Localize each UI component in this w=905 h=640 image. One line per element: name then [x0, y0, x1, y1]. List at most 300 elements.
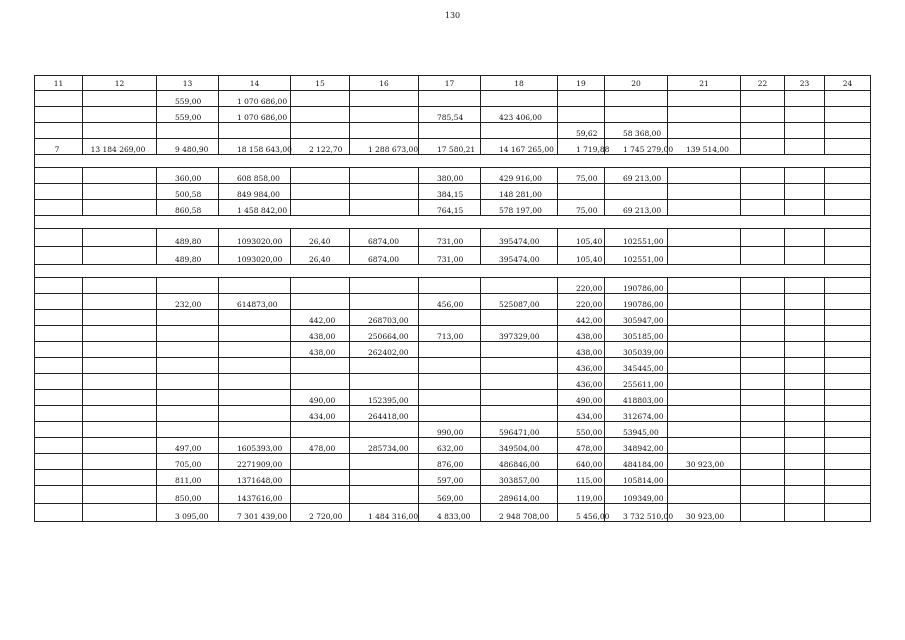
- table-cell: [785, 390, 825, 406]
- table-cell: 190786,00: [605, 278, 668, 294]
- table-cell: [785, 310, 825, 326]
- table-cell: [350, 358, 419, 374]
- column-header: 23: [785, 76, 825, 91]
- table-cell: [825, 247, 871, 265]
- column-header: 21: [668, 76, 741, 91]
- table-cell: [350, 374, 419, 390]
- table-cell: [558, 184, 605, 200]
- table-cell: [741, 358, 785, 374]
- table-cell: 1437616,00: [219, 486, 291, 504]
- table-cell: [785, 168, 825, 184]
- table-cell: 345445,00: [605, 358, 668, 374]
- table-row: [35, 139, 871, 155]
- table-cell: 1 288 673,00: [350, 139, 419, 155]
- table-cell: [825, 406, 871, 422]
- divider-cell: [35, 216, 871, 229]
- table-cell: 2 720,00: [291, 504, 350, 522]
- table-cell: 115,00: [558, 470, 605, 486]
- table-cell: 305039,00: [605, 342, 668, 358]
- table-cell: [668, 342, 741, 358]
- table-cell: [291, 374, 350, 390]
- table-cell: 1605393,00: [219, 438, 291, 454]
- table-cell: [785, 454, 825, 470]
- table-cell: [419, 310, 481, 326]
- table-cell: 423 406,00: [481, 107, 558, 123]
- table-cell: 1 070 686,00: [219, 91, 291, 107]
- table-cell: [291, 294, 350, 310]
- table-cell: [741, 247, 785, 265]
- table-cell: [350, 454, 419, 470]
- table-cell: 876,00: [419, 454, 481, 470]
- table-cell: [35, 390, 83, 406]
- table-cell: 1 458 842,00: [219, 200, 291, 216]
- table-row: [35, 406, 871, 422]
- table-cell: [668, 294, 741, 310]
- table-cell: [785, 486, 825, 504]
- table-cell: [785, 406, 825, 422]
- table-cell: 7: [35, 139, 83, 155]
- table-cell: 69 213,00: [605, 200, 668, 216]
- table-cell: [83, 406, 157, 422]
- table-cell: [291, 184, 350, 200]
- table-cell: [605, 91, 668, 107]
- table-cell: 26,40: [291, 247, 350, 265]
- table-cell: [605, 184, 668, 200]
- table-row: [35, 390, 871, 406]
- table-cell: 1093020,00: [219, 229, 291, 247]
- table-cell: 255611,00: [605, 374, 668, 390]
- table-cell: 785,54: [419, 107, 481, 123]
- table-cell: 59,62: [558, 123, 605, 139]
- table-cell: [157, 326, 219, 342]
- table-cell: [785, 504, 825, 522]
- table-cell: [741, 107, 785, 123]
- table-cell: 220,00: [558, 278, 605, 294]
- table-cell: [83, 486, 157, 504]
- table-cell: [83, 438, 157, 454]
- table-cell: [35, 310, 83, 326]
- table-cell: [291, 123, 350, 139]
- table-cell: [741, 310, 785, 326]
- table-cell: [825, 200, 871, 216]
- table-cell: 58 368,00: [605, 123, 668, 139]
- table-cell: [350, 200, 419, 216]
- table-row: [35, 294, 871, 310]
- column-header: 14: [219, 76, 291, 91]
- table-cell: 119,00: [558, 486, 605, 504]
- table-cell: 990,00: [419, 422, 481, 438]
- table-cell: [350, 107, 419, 123]
- table-cell: [83, 342, 157, 358]
- table-cell: 1 070 686,00: [219, 107, 291, 123]
- table-cell: [291, 422, 350, 438]
- table-cell: [668, 422, 741, 438]
- table-row: [35, 438, 871, 454]
- table-cell: [741, 390, 785, 406]
- table-cell: [291, 454, 350, 470]
- table-cell: 559,00: [157, 107, 219, 123]
- table-cell: [741, 139, 785, 155]
- table-cell: 220,00: [558, 294, 605, 310]
- table-cell: [785, 229, 825, 247]
- table-cell: 434,00: [291, 406, 350, 422]
- table-cell: 75,00: [558, 168, 605, 184]
- table-cell: [35, 294, 83, 310]
- table-cell: [83, 390, 157, 406]
- table-cell: [291, 107, 350, 123]
- table-cell: [35, 200, 83, 216]
- table-cell: 640,00: [558, 454, 605, 470]
- table-cell: [481, 91, 558, 107]
- table-cell: [825, 358, 871, 374]
- table-cell: [668, 184, 741, 200]
- table-cell: [825, 374, 871, 390]
- table-cell: [605, 107, 668, 123]
- table-cell: [741, 229, 785, 247]
- table-cell: [825, 422, 871, 438]
- table-cell: [558, 107, 605, 123]
- divider-cell: [35, 155, 871, 168]
- table-cell: [825, 438, 871, 454]
- table-cell: 478,00: [291, 438, 350, 454]
- table-row: [35, 358, 871, 374]
- table-cell: 312674,00: [605, 406, 668, 422]
- table-cell: 17 580,21: [419, 139, 481, 155]
- table-cell: [785, 247, 825, 265]
- table-cell: [83, 229, 157, 247]
- table-cell: [741, 438, 785, 454]
- table-cell: [785, 278, 825, 294]
- table-row: [35, 310, 871, 326]
- table-cell: 75,00: [558, 200, 605, 216]
- table-cell: 190786,00: [605, 294, 668, 310]
- table-cell: [219, 390, 291, 406]
- data-table: [34, 75, 871, 522]
- table-cell: [481, 390, 558, 406]
- table-cell: 438,00: [558, 342, 605, 358]
- table-cell: 303857,00: [481, 470, 558, 486]
- table-cell: 2 122,70: [291, 139, 350, 155]
- table-cell: 109349,00: [605, 486, 668, 504]
- table-cell: [83, 123, 157, 139]
- table-cell: 614873,00: [219, 294, 291, 310]
- column-header: 20: [605, 76, 668, 91]
- divider-cell: [35, 265, 871, 278]
- table-row: [35, 504, 871, 522]
- table-cell: [83, 247, 157, 265]
- table-cell: [785, 358, 825, 374]
- table-cell: 264418,00: [350, 406, 419, 422]
- table-cell: 148 281,00: [481, 184, 558, 200]
- table-cell: [83, 168, 157, 184]
- table-row: [35, 454, 871, 470]
- table-cell: [83, 184, 157, 200]
- page-number: 130: [444, 11, 461, 20]
- table-cell: [785, 91, 825, 107]
- table-cell: [668, 438, 741, 454]
- table-cell: [350, 278, 419, 294]
- table-cell: [291, 278, 350, 294]
- table-row: [35, 200, 871, 216]
- table-cell: [157, 374, 219, 390]
- table-cell: 490,00: [558, 390, 605, 406]
- table-cell: [668, 470, 741, 486]
- table-cell: 348942,00: [605, 438, 668, 454]
- table-cell: 489,80: [157, 229, 219, 247]
- table-cell: [419, 91, 481, 107]
- table-cell: [350, 91, 419, 107]
- table-cell: [35, 374, 83, 390]
- table-cell: 102551,00: [605, 247, 668, 265]
- table-cell: [668, 107, 741, 123]
- table-cell: [35, 107, 83, 123]
- table-cell: [825, 504, 871, 522]
- table-cell: 30 923,00: [668, 454, 741, 470]
- table-cell: 705,00: [157, 454, 219, 470]
- table-cell: [350, 123, 419, 139]
- table-cell: [419, 406, 481, 422]
- table-cell: 849 984,00: [219, 184, 291, 200]
- table-cell: [785, 123, 825, 139]
- table-cell: [35, 358, 83, 374]
- table-cell: 395474,00: [481, 247, 558, 265]
- table-cell: [35, 184, 83, 200]
- table-cell: [83, 310, 157, 326]
- table-cell: [825, 123, 871, 139]
- table-cell: 384,15: [419, 184, 481, 200]
- table-cell: [157, 406, 219, 422]
- header-row: [35, 76, 871, 91]
- table-cell: 713,00: [419, 326, 481, 342]
- table-cell: [785, 326, 825, 342]
- table-cell: 811,00: [157, 470, 219, 486]
- table-cell: 764,15: [419, 200, 481, 216]
- column-header: 22: [741, 76, 785, 91]
- table-cell: [825, 470, 871, 486]
- column-header: 16: [350, 76, 419, 91]
- table-cell: [350, 184, 419, 200]
- table-cell: 1 484 316,00: [350, 504, 419, 522]
- table-cell: 6874,00: [350, 247, 419, 265]
- table-cell: 442,00: [558, 310, 605, 326]
- table-cell: [741, 200, 785, 216]
- table-cell: [741, 422, 785, 438]
- table-cell: [668, 486, 741, 504]
- table-cell: [219, 123, 291, 139]
- table-cell: 397329,00: [481, 326, 558, 342]
- table-cell: 434,00: [558, 406, 605, 422]
- table-cell: [668, 406, 741, 422]
- column-header: 18: [481, 76, 558, 91]
- table-cell: 139 514,00: [668, 139, 741, 155]
- table-cell: [785, 438, 825, 454]
- table-cell: [219, 326, 291, 342]
- table-cell: [291, 200, 350, 216]
- table-row: [35, 470, 871, 486]
- table-cell: [419, 123, 481, 139]
- table-cell: [741, 294, 785, 310]
- table-cell: [35, 504, 83, 522]
- table-cell: [35, 486, 83, 504]
- table-cell: 7 301 439,00: [219, 504, 291, 522]
- table-cell: [668, 123, 741, 139]
- table-cell: [785, 200, 825, 216]
- table-cell: 569,00: [419, 486, 481, 504]
- table-cell: [419, 342, 481, 358]
- table-cell: [825, 91, 871, 107]
- table-cell: [35, 123, 83, 139]
- table-cell: [741, 278, 785, 294]
- table-cell: 262402,00: [350, 342, 419, 358]
- table-cell: 289614,00: [481, 486, 558, 504]
- table-cell: 6874,00: [350, 229, 419, 247]
- table-cell: [83, 374, 157, 390]
- table-row: [35, 486, 871, 504]
- table-cell: [825, 168, 871, 184]
- table-cell: [785, 139, 825, 155]
- table-cell: 3 732 510,00: [605, 504, 668, 522]
- table-cell: [35, 247, 83, 265]
- table-cell: [741, 406, 785, 422]
- table-cell: [668, 91, 741, 107]
- column-header: 13: [157, 76, 219, 91]
- table-cell: [825, 294, 871, 310]
- table-cell: [825, 454, 871, 470]
- table-cell: 632,00: [419, 438, 481, 454]
- table-cell: 305185,00: [605, 326, 668, 342]
- table-cell: [35, 229, 83, 247]
- table-cell: [741, 342, 785, 358]
- table-cell: 105,40: [558, 229, 605, 247]
- table-cell: 285734,00: [350, 438, 419, 454]
- table-cell: 380,00: [419, 168, 481, 184]
- table-cell: [157, 358, 219, 374]
- table-cell: 456,00: [419, 294, 481, 310]
- table-cell: [785, 107, 825, 123]
- table-cell: [83, 294, 157, 310]
- table-cell: 305947,00: [605, 310, 668, 326]
- table-cell: [668, 374, 741, 390]
- table-cell: [219, 422, 291, 438]
- table-cell: 731,00: [419, 229, 481, 247]
- table-cell: [481, 374, 558, 390]
- table-cell: [350, 422, 419, 438]
- table-cell: [668, 390, 741, 406]
- table-cell: 4 833,00: [419, 504, 481, 522]
- table-cell: [419, 374, 481, 390]
- table-cell: 3 095,00: [157, 504, 219, 522]
- table-cell: [291, 91, 350, 107]
- table-cell: [157, 342, 219, 358]
- table-cell: [219, 406, 291, 422]
- table-cell: [419, 278, 481, 294]
- table-cell: 436,00: [558, 358, 605, 374]
- table-cell: [83, 454, 157, 470]
- table-cell: [741, 168, 785, 184]
- table-cell: [219, 310, 291, 326]
- table-cell: 860,58: [157, 200, 219, 216]
- table-cell: [219, 374, 291, 390]
- table-row: [35, 247, 871, 265]
- table-cell: 731,00: [419, 247, 481, 265]
- table-cell: [35, 326, 83, 342]
- table-cell: 69 213,00: [605, 168, 668, 184]
- table-cell: 26,40: [291, 229, 350, 247]
- table-cell: [35, 422, 83, 438]
- table-cell: [785, 374, 825, 390]
- table-cell: [741, 504, 785, 522]
- table-cell: [35, 406, 83, 422]
- table-cell: [825, 342, 871, 358]
- table-cell: [825, 139, 871, 155]
- column-header: 19: [558, 76, 605, 91]
- table-cell: [741, 184, 785, 200]
- table-cell: [785, 342, 825, 358]
- table-row: [35, 278, 871, 294]
- table-cell: [35, 342, 83, 358]
- table-cell: [157, 390, 219, 406]
- table-cell: [668, 200, 741, 216]
- table-cell: [83, 504, 157, 522]
- table-cell: [83, 200, 157, 216]
- table-cell: [668, 168, 741, 184]
- table-cell: 550,00: [558, 422, 605, 438]
- table-row: [35, 342, 871, 358]
- table-cell: [219, 278, 291, 294]
- table-cell: [668, 278, 741, 294]
- table-cell: [419, 358, 481, 374]
- table-cell: 438,00: [291, 342, 350, 358]
- table-cell: 5 456,00: [558, 504, 605, 522]
- table-cell: [668, 326, 741, 342]
- table-row: [35, 422, 871, 438]
- table-cell: 152395,00: [350, 390, 419, 406]
- table-row: [35, 184, 871, 200]
- table-cell: [157, 310, 219, 326]
- table-cell: [668, 358, 741, 374]
- table-cell: 18 158 643,00: [219, 139, 291, 155]
- column-header: 17: [419, 76, 481, 91]
- table-cell: 525087,00: [481, 294, 558, 310]
- table-cell: [83, 107, 157, 123]
- table-cell: [668, 229, 741, 247]
- table-cell: 608 858,00: [219, 168, 291, 184]
- table-cell: 30 923,00: [668, 504, 741, 522]
- table-cell: 1 745 279,00: [605, 139, 668, 155]
- table-cell: 559,00: [157, 91, 219, 107]
- table-cell: [157, 422, 219, 438]
- table-cell: [825, 390, 871, 406]
- table-cell: 1093020,00: [219, 247, 291, 265]
- table-cell: 578 197,00: [481, 200, 558, 216]
- table-cell: [741, 470, 785, 486]
- table-cell: [481, 278, 558, 294]
- table-cell: [825, 486, 871, 504]
- table-cell: 2 948 708,00: [481, 504, 558, 522]
- table-cell: [35, 91, 83, 107]
- table-cell: [785, 422, 825, 438]
- table-cell: [291, 470, 350, 486]
- table-cell: 105814,00: [605, 470, 668, 486]
- table-cell: [741, 91, 785, 107]
- table-cell: [83, 470, 157, 486]
- table-row: [35, 91, 871, 107]
- table-cell: [35, 454, 83, 470]
- table-cell: [157, 278, 219, 294]
- table-cell: 13 184 269,00: [83, 139, 157, 155]
- table-cell: 105,40: [558, 247, 605, 265]
- table-cell: 442,00: [291, 310, 350, 326]
